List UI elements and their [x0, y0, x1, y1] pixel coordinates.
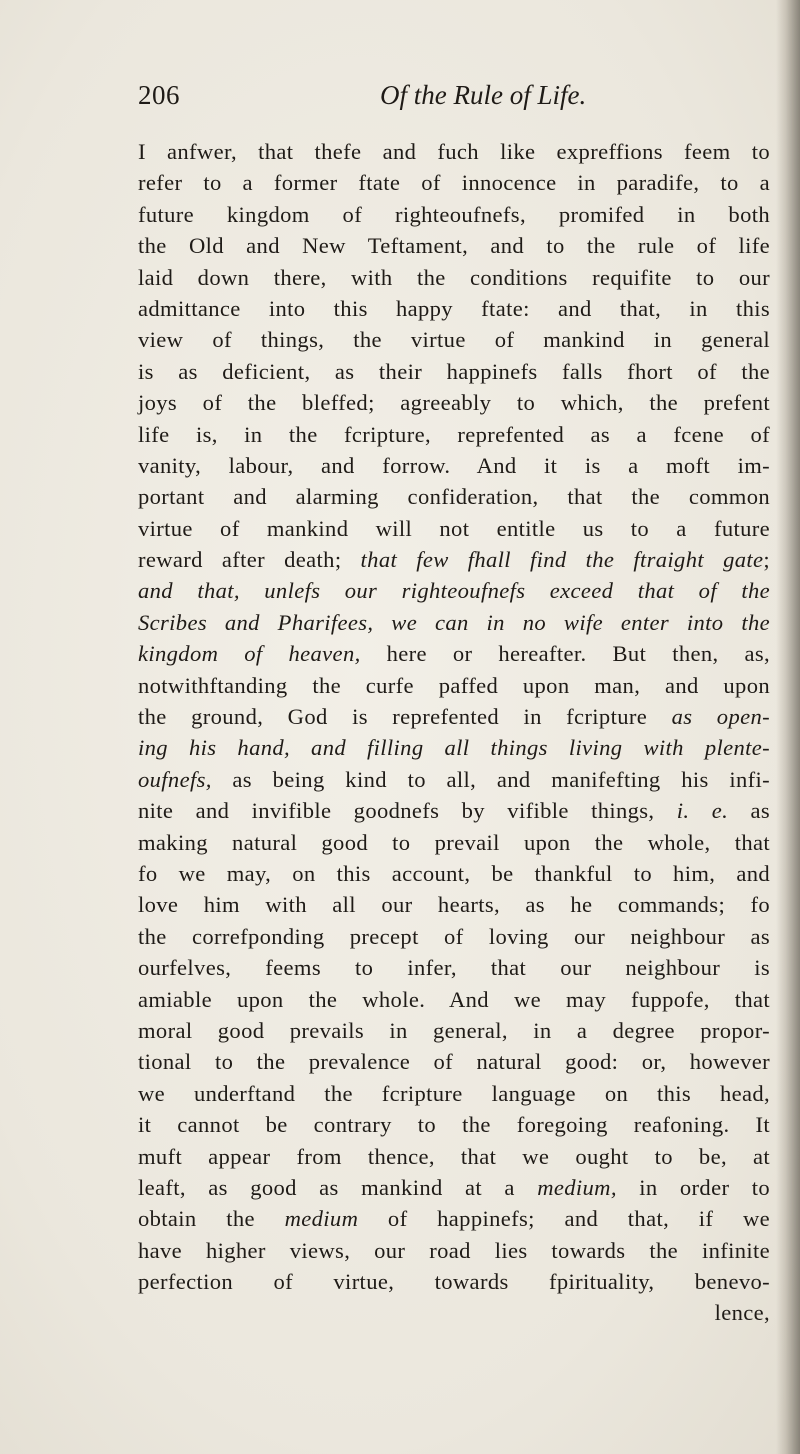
text-line [138, 670, 770, 701]
italic-text: kingdom of heaven, [138, 641, 361, 667]
text-segment: admittance into this happy ftate: and that, in this [138, 295, 770, 321]
text-line [138, 167, 770, 198]
text-line [138, 1297, 770, 1328]
text-line [138, 795, 770, 826]
text-segment: amiable upon the whole. And we may fuppofe, that [138, 986, 770, 1012]
text-segment: portant and alarming confideration, that the common [138, 484, 770, 510]
text-line [138, 1015, 770, 1046]
text-segment: in order to [616, 1174, 771, 1200]
text-segment: lence, [714, 1300, 770, 1326]
text-line [138, 575, 770, 606]
text-segment: I anfwer, that thefe and fuch like expreffions feem to [138, 139, 770, 164]
text-segment: moral good prevails in general, in a degree propor- [138, 1017, 770, 1043]
text-line [138, 984, 770, 1015]
text-line [138, 324, 770, 355]
text-segment: making natural good to prevail upon the whole, that [138, 829, 770, 855]
text-line [138, 450, 770, 481]
page-number: 206 [138, 80, 180, 110]
text-line [138, 1235, 770, 1266]
text-line [138, 638, 770, 669]
running-title: Of the Rule of Life. [380, 80, 587, 110]
italic-text: that few fhall find the ftraight gate [360, 547, 764, 573]
text-segment: perfection of virtue, towards fpirituality, benevo- [138, 1269, 770, 1295]
text-segment: of happinefs; and that, if we [358, 1206, 770, 1232]
text-line [138, 1046, 770, 1077]
text-line [138, 262, 770, 293]
text-segment: it cannot be contrary to the foregoing reafoning. It [138, 1112, 770, 1138]
text-segment: nite and invifible goodnefs by vifible things, [138, 798, 677, 824]
text-segment: notwithftanding the curfe paffed upon man, and upon [138, 672, 770, 698]
page-edge-shadow [776, 0, 800, 1454]
text-segment: have higher views, our road lies towards the infinite [138, 1237, 770, 1263]
text-segment: as being kind to all, and manifefting his infi- [211, 766, 770, 792]
text-line [138, 732, 770, 763]
text-line [138, 356, 770, 387]
italic-text: and that, unlefs our righteoufnefs exceed that of the [138, 578, 770, 604]
text-segment: fo we may, on this account, be thankful to him, and [138, 860, 770, 886]
text-segment: ourfelves, feems to infer, that our neighbour is [138, 955, 770, 981]
text-line [138, 701, 770, 732]
text-line [138, 481, 770, 512]
text-line [138, 764, 770, 795]
text-line [138, 952, 770, 983]
text-line [138, 827, 770, 858]
italic-text: Scribes and Pharifees, we can in no wife enter into the [138, 609, 770, 635]
text-segment: tional to the prevalence of natural good: or, however [138, 1049, 770, 1075]
text-line [138, 387, 770, 418]
text-segment: life is, in the fcripture, reprefented as a fcene of [138, 421, 770, 447]
text-line [138, 921, 770, 952]
text-line [138, 513, 770, 544]
text-line [138, 544, 770, 575]
text-segment: reward after death; [138, 547, 361, 573]
text-segment: ; [763, 547, 771, 573]
text-line [138, 230, 770, 261]
text-segment: future kingdom of righteoufnefs, promifed in both [138, 201, 770, 227]
text-segment: the ground, God is reprefented in fcripture [138, 704, 672, 730]
text-line [138, 1266, 770, 1297]
text-line [138, 1078, 770, 1109]
text-line [138, 1141, 770, 1172]
text-segment: leaft, as good as mankind at a [138, 1174, 538, 1200]
text-segment: is as deficient, as their happinefs falls fhort of the [138, 358, 770, 384]
body-text [138, 136, 770, 1329]
text-segment: virtue of mankind will not entitle us to a future [138, 515, 770, 541]
text-line [138, 1109, 770, 1140]
text-line [138, 1203, 770, 1234]
text-line [138, 889, 770, 920]
italic-text: as open- [671, 704, 770, 730]
italic-text: ing his hand, and filling all things living with plente- [138, 735, 770, 761]
text-segment: obtain the [138, 1206, 285, 1232]
text-line [138, 136, 770, 167]
italic-text: i. e. [676, 798, 729, 824]
text-segment: vanity, labour, and forrow. And it is a moft im- [138, 452, 770, 478]
text-segment: love him with all our hearts, as he commands; fo [138, 892, 770, 918]
italic-text: oufnefs, [138, 766, 212, 792]
text-line [138, 293, 770, 324]
text-line [138, 199, 770, 230]
text-segment: as [728, 798, 770, 824]
text-segment: laid down there, with the conditions requifite to our [138, 264, 770, 290]
text-segment: joys of the bleffed; agreeably to which, the prefent [138, 390, 770, 416]
text-line [138, 419, 770, 450]
running-head [138, 78, 778, 114]
text-segment: the Old and New Teftament, and to the rule of life [138, 233, 770, 259]
text-segment: we underftand the fcripture language on this head, [138, 1080, 770, 1106]
italic-text: medium [284, 1206, 359, 1232]
text-line [138, 607, 770, 638]
text-line [138, 858, 770, 889]
text-line [138, 1172, 770, 1203]
text-segment: here or hereafter. But then, as, [360, 641, 770, 667]
text-segment: refer to a former ftate of innocence in paradife, to a [138, 170, 770, 196]
text-segment: view of things, the virtue of mankind in general [138, 327, 770, 353]
text-segment: the correfponding precept of loving our neighbour as [138, 923, 770, 949]
italic-text: medium, [537, 1174, 617, 1200]
text-segment: muft appear from thence, that we ought to be, at [138, 1143, 770, 1169]
